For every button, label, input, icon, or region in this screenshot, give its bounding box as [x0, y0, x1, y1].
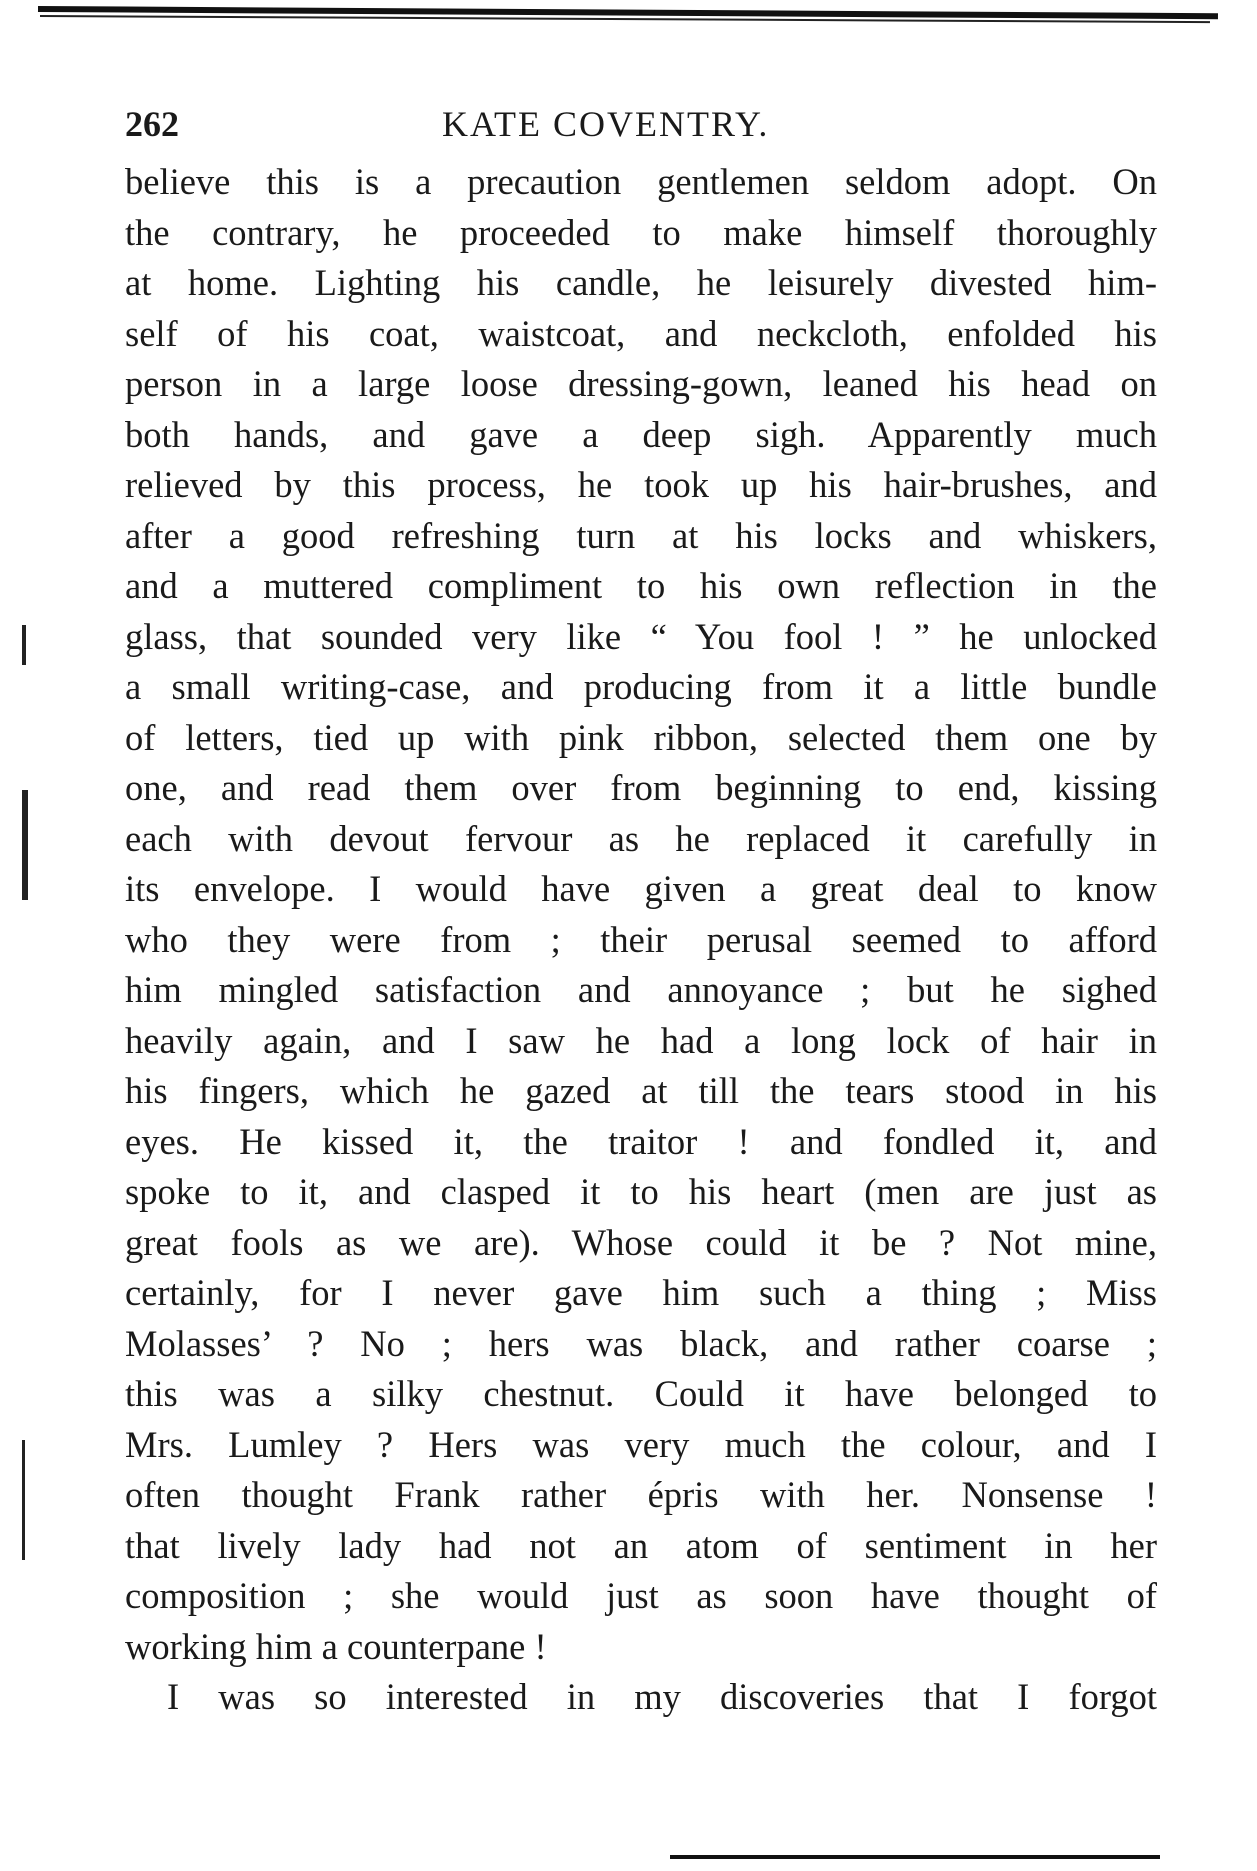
- text-line: his fingers, which he gazed at till the tears stood in his: [125, 1070, 1157, 1111]
- page-number: 262: [125, 104, 179, 144]
- text-line: him mingled satisfaction and annoyance ; but he sighed: [125, 969, 1157, 1010]
- text-line: working him a counterpane !: [125, 1625, 547, 1667]
- text-line: spoke to it, and clasped it to his heart (men are just as: [125, 1171, 1157, 1212]
- text-line: composition ; she would just as soon have thought of: [125, 1575, 1157, 1616]
- text-line: each with devout fervour as he replaced it carefully in: [125, 817, 1157, 859]
- text-line: eyes. He kissed it, the traitor ! and fondled it, and: [125, 1120, 1157, 1162]
- text-line: great fools as we are). Whose could it be ? Not mine,: [125, 1221, 1157, 1263]
- text-line: Molasses’ ? No ; hers was black, and rather coarse ;: [125, 1322, 1157, 1364]
- text-line: certainly, for I never gave him such a thing ; Miss: [125, 1272, 1157, 1313]
- text-line: this was a silky chestnut. Could it have belonged to: [125, 1373, 1157, 1414]
- text-line: the contrary, he proceeded to make himself thoroughly: [125, 211, 1157, 253]
- bottom-rule: [670, 1855, 1160, 1859]
- margin-mark: [22, 1440, 25, 1560]
- text-line: and a muttered compliment to his own reflection in the: [125, 565, 1157, 606]
- text-line: of letters, tied up with pink ribbon, selected them one by: [125, 716, 1157, 758]
- text-line: who they were from ; their perusal seemed to afford: [125, 918, 1157, 960]
- page-header: [0, 103, 1257, 143]
- text-line: at home. Lighting his candle, he leisurely divested him-: [125, 262, 1157, 303]
- text-line: Mrs. Lumley ? Hers was very much the colour, and I: [125, 1423, 1157, 1465]
- text-line: believe this is a precaution gentlemen seldom adopt. On: [125, 161, 1157, 202]
- text-line: that lively lady had not an atom of sentiment in her: [125, 1524, 1157, 1566]
- margin-mark: [22, 790, 28, 900]
- margin-mark: [22, 625, 26, 665]
- text-line: often thought Frank rather épris with her. Nonsense !: [125, 1474, 1157, 1515]
- text-line: both hands, and gave a deep sigh. Apparently much: [125, 413, 1157, 455]
- text-line: glass, that sounded very like “ You fool ! ” he unlocked: [125, 615, 1157, 657]
- text-line: self of his coat, waistcoat, and neckcloth, enfolded his: [125, 312, 1157, 354]
- text-line: one, and read them over from beginning to end, kissing: [125, 767, 1157, 808]
- running-title: KATE COVENTRY.: [442, 104, 770, 144]
- text-line: after a good refreshing turn at his locks and whiskers,: [125, 514, 1157, 556]
- text-line: relieved by this process, he took up his hair-brushes, and: [125, 464, 1157, 505]
- text-line: its envelope. I would have given a great deal to know: [125, 868, 1157, 909]
- text-line: a small writing-case, and producing from it a little bundle: [125, 666, 1157, 707]
- text-line: person in a large loose dressing-gown, leaned his head on: [125, 363, 1157, 404]
- page-body: [125, 157, 1157, 1723]
- text-line: I was so interested in my discoveries that I forgot: [167, 1676, 1157, 1717]
- text-line: heavily again, and I saw he had a long lock of hair in: [125, 1019, 1157, 1061]
